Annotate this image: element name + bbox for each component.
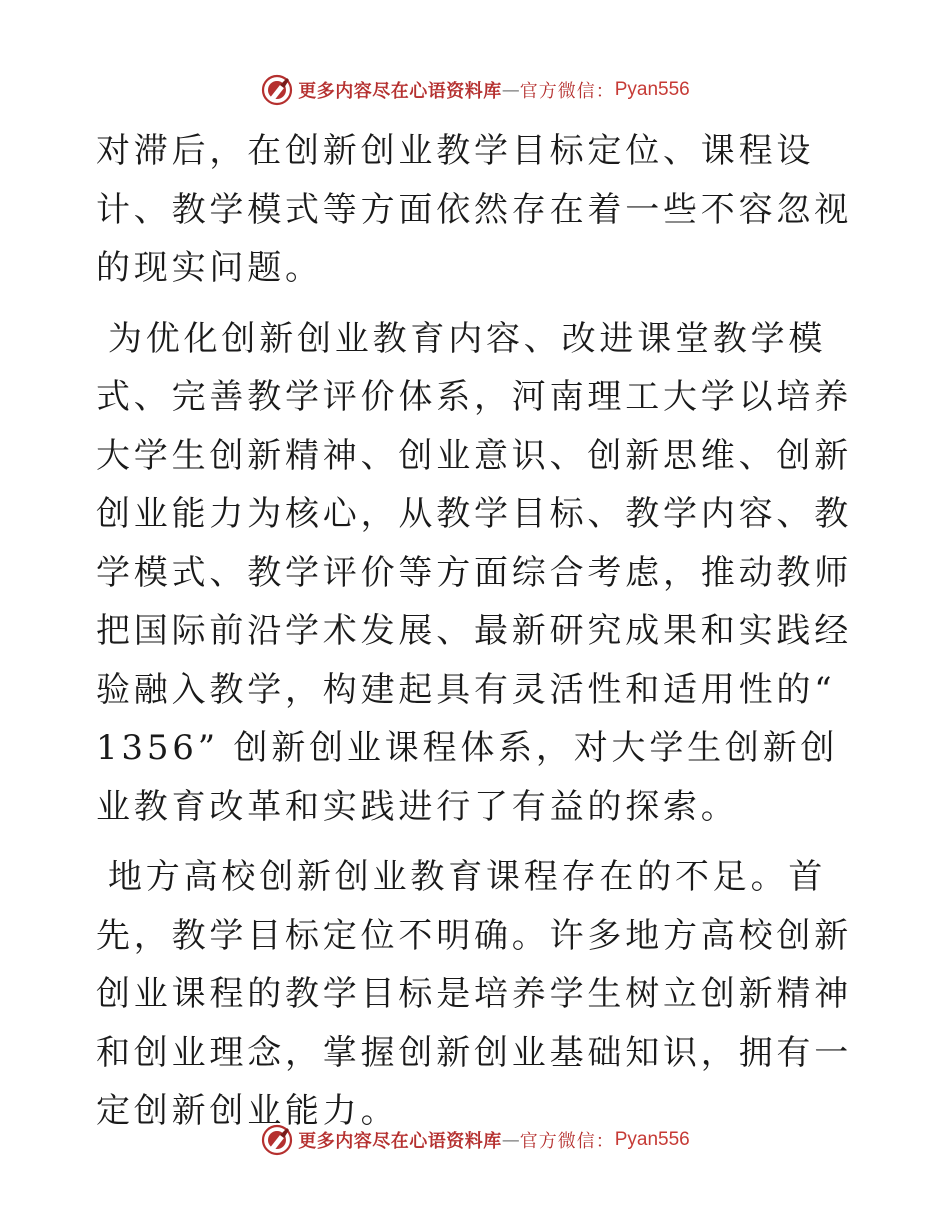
- banner-contact-id: Pyan556: [614, 1129, 690, 1150]
- banner-slogan: 更多内容尽在心语资料库: [298, 1131, 502, 1152]
- banner-slogan: 更多内容尽在心语资料库: [298, 81, 502, 102]
- banner-separator: —: [501, 1129, 520, 1151]
- banner-separator: —: [501, 79, 520, 101]
- paragraph-1: 对滞后，在创新创业教学目标定位、课程设计、教学模式等方面依然存在着一些不容忽视的现实问题。: [96, 131, 852, 288]
- banner-contact-id: Pyan556: [614, 79, 690, 100]
- document-body: [96, 122, 856, 1141]
- banner-contact-label: 官方微信：: [519, 1131, 615, 1152]
- header-banner: [0, 70, 950, 110]
- paragraph-2: 为优化创新创业教育内容、改进课堂教学模式、完善教学评价体系，河南理工大学以培养大学生创新精神、创业意识、创新思维、创新创业能力为核心，从教学目标、教学内容、教学模式、教学评价等方面综合考虑，推动教师把国际前沿学术发展、最新研究成果和实践经验融入教学，构建起具有灵活性和适用性的“ 1356” 创新创业课程体系，对大学生创新创业教育改革和实践进行了有益的探索。: [96, 318, 852, 827]
- banner-contact-label: 官方微信：: [519, 81, 615, 102]
- paragraph-3: 地方高校创新创业教育课程存在的不足。首先，教学目标定位不明确。许多地方高校创新创业课程的教学目标是培养学生树立创新精神和创业理念，掌握创新创业基础知识，拥有一定创新创业能力。: [96, 857, 852, 1131]
- pen-nib-logo-icon: [260, 73, 294, 107]
- pen-nib-logo-icon: [260, 1123, 294, 1157]
- footer-banner: [0, 1120, 950, 1160]
